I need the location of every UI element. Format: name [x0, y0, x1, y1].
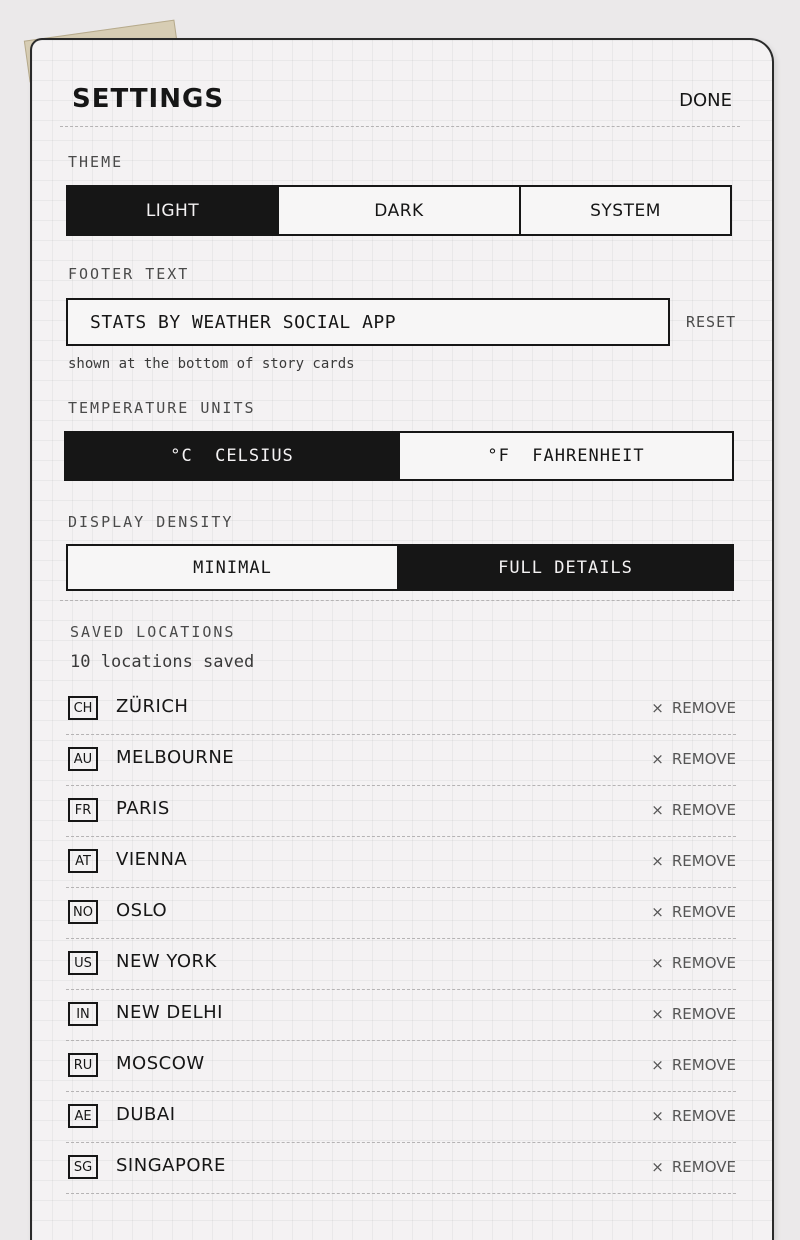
unit-option-fahrenheit[interactable]: °F FAHRENHEIT — [400, 433, 732, 479]
close-icon: × — [651, 750, 664, 768]
location-row — [66, 939, 736, 990]
density-option-full-details[interactable]: FULL DETAILS — [399, 546, 732, 589]
footer-text-input[interactable] — [66, 298, 670, 346]
country-code-badge: AE — [68, 1104, 98, 1128]
saved-locations-list — [66, 684, 736, 1194]
theme-option-light[interactable]: LIGHT — [68, 187, 279, 234]
location-name: NEW YORK — [116, 951, 217, 972]
remove-label: REMOVE — [671, 1158, 736, 1176]
remove-location-button[interactable] — [651, 903, 736, 921]
remove-label: REMOVE — [671, 1056, 736, 1074]
location-name: MOSCOW — [116, 1053, 205, 1074]
remove-location-button[interactable] — [651, 954, 736, 972]
location-row — [66, 837, 736, 888]
done-button[interactable]: DONE — [679, 90, 732, 111]
country-code-badge: RU — [68, 1053, 98, 1077]
divider — [60, 600, 740, 601]
remove-location-button[interactable] — [651, 1158, 736, 1176]
location-name: NEW DELHI — [116, 1002, 223, 1023]
remove-label: REMOVE — [671, 1005, 736, 1023]
theme-label: THEME — [68, 153, 124, 171]
footer-text-hint: shown at the bottom of story cards — [68, 356, 355, 372]
location-row — [66, 888, 736, 939]
remove-location-button[interactable] — [651, 801, 736, 819]
country-code-badge: AT — [68, 849, 98, 873]
location-name: SINGAPORE — [116, 1155, 226, 1176]
close-icon: × — [651, 1056, 664, 1074]
remove-location-button[interactable] — [651, 750, 736, 768]
density-option-minimal[interactable]: MINIMAL — [68, 546, 399, 589]
remove-location-button[interactable] — [651, 1005, 736, 1023]
close-icon: × — [651, 699, 664, 717]
location-row — [66, 786, 736, 837]
country-code-badge: US — [68, 951, 98, 975]
header — [72, 84, 732, 124]
location-row — [66, 684, 736, 735]
remove-label: REMOVE — [671, 852, 736, 870]
location-name: ZÜRICH — [116, 696, 189, 717]
remove-location-button[interactable] — [651, 1056, 736, 1074]
location-row — [66, 1143, 736, 1194]
close-icon: × — [651, 903, 664, 921]
remove-location-button[interactable] — [651, 852, 736, 870]
display-density-segmented-control — [66, 544, 734, 591]
location-name: MELBOURNE — [116, 747, 235, 768]
saved-locations-count: 10 locations saved — [70, 652, 255, 672]
divider — [60, 126, 740, 127]
location-name: DUBAI — [116, 1104, 176, 1125]
unit-option-celsius[interactable]: °C CELSIUS — [66, 433, 400, 479]
location-name: OSLO — [116, 900, 168, 921]
close-icon: × — [651, 801, 664, 819]
close-icon: × — [651, 954, 664, 972]
country-code-badge: IN — [68, 1002, 98, 1026]
theme-option-dark[interactable]: DARK — [279, 187, 521, 234]
location-row — [66, 990, 736, 1041]
location-row — [66, 1092, 736, 1143]
close-icon: × — [651, 852, 664, 870]
theme-segmented-control — [66, 185, 732, 236]
remove-label: REMOVE — [671, 903, 736, 921]
country-code-badge: CH — [68, 696, 98, 720]
close-icon: × — [651, 1107, 664, 1125]
remove-label: REMOVE — [671, 801, 736, 819]
page-title: SETTINGS — [72, 84, 225, 114]
remove-location-button[interactable] — [651, 699, 736, 717]
saved-locations-label: SAVED LOCATIONS — [70, 623, 236, 641]
temperature-units-label: TEMPERATURE UNITS — [68, 399, 256, 417]
country-code-badge: NO — [68, 900, 98, 924]
location-name: PARIS — [116, 798, 170, 819]
remove-location-button[interactable] — [651, 1107, 736, 1125]
country-code-badge: AU — [68, 747, 98, 771]
country-code-badge: FR — [68, 798, 98, 822]
temperature-units-segmented-control — [64, 431, 734, 481]
remove-label: REMOVE — [671, 699, 736, 717]
location-row — [66, 735, 736, 786]
footer-text-value: STATS BY WEATHER SOCIAL APP — [90, 311, 397, 333]
remove-label: REMOVE — [671, 750, 736, 768]
remove-label: REMOVE — [671, 954, 736, 972]
location-row — [66, 1041, 736, 1092]
reset-button[interactable]: RESET — [686, 313, 737, 331]
remove-label: REMOVE — [671, 1107, 736, 1125]
location-name: VIENNA — [116, 849, 188, 870]
close-icon: × — [651, 1158, 664, 1176]
theme-option-system[interactable]: SYSTEM — [521, 187, 730, 234]
close-icon: × — [651, 1005, 664, 1023]
footer-text-label: FOOTER TEXT — [68, 265, 190, 283]
display-density-label: DISPLAY DENSITY — [68, 513, 234, 531]
country-code-badge: SG — [68, 1155, 98, 1179]
